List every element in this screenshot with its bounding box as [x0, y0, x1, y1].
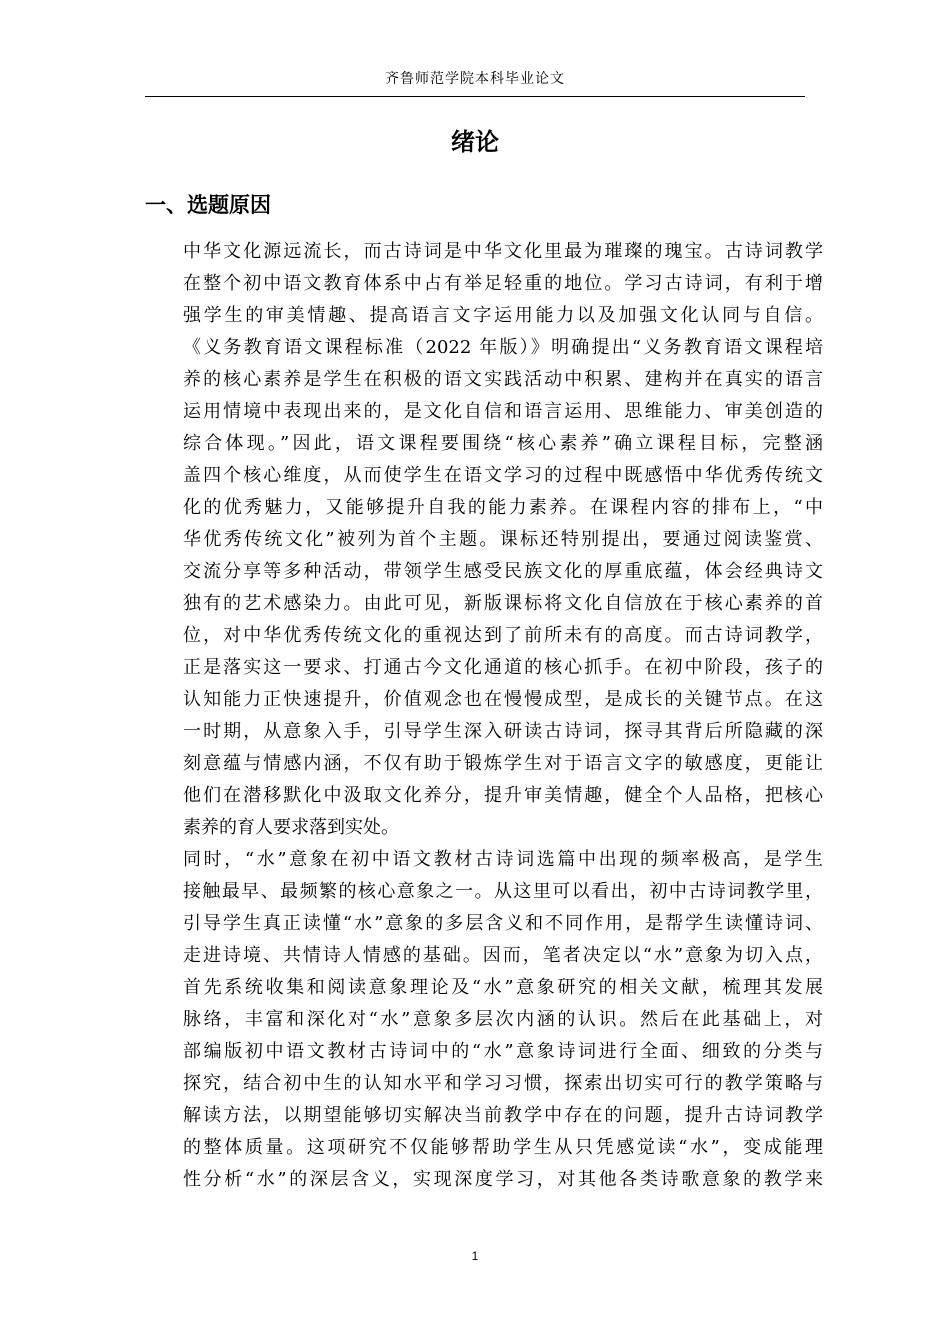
text-line: 位，对中华优秀传统文化的重视达到了前所未有的高度。而古诗词教学， — [183, 625, 823, 646]
text-line: 脉络，丰富和深化对“水”意象多层次内涵的认识。然后在此基础上，对 — [183, 1009, 823, 1030]
text-line: 认知能力正快速提升，价值观念也在慢慢成型，是成长的关键节点。在这 — [183, 689, 823, 710]
text-line: 《义务教育语文课程标准（2022 年版）》明确提出“义务教育语文课程培 — [183, 337, 823, 358]
paragraph-2 — [183, 844, 823, 1196]
text-line: 他们在潜移默化中汲取文化养分，提升审美情趣，健全个人品格，把核心 — [183, 785, 823, 806]
text-line: 养的核心素养是学生在积极的语文实践活动中积累、建构并在真实的语言 — [183, 369, 823, 390]
text-line: 综合体现。”因此，语文课程要围绕“核心素养”确立课程目标，完整涵 — [183, 433, 823, 454]
page-title: 绪论 — [451, 128, 499, 156]
text-line: 强学生的审美情趣、提高语言文字运用能力以及加强文化认同与自信。 — [183, 305, 823, 326]
text-line: 探究，结合初中生的认知水平和学习习惯，探索出切实可行的教学策略与 — [183, 1073, 823, 1094]
text-line: 一时期，从意象入手，引导学生深入研读古诗词，探寻其背后所隐藏的深 — [183, 721, 823, 742]
text-line: 华优秀传统文化”被列为首个主题。课标还特别提出，要通过阅读鉴赏、 — [183, 529, 823, 550]
header-divider — [145, 96, 805, 97]
text-line: 运用情境中表现出来的，是文化自信和语言运用、思维能力、审美创造的 — [183, 401, 823, 422]
text-line: 解读方法，以期望能够切实解决当前教学中存在的问题，提升古诗词教学 — [183, 1105, 823, 1126]
text-line: 正是落实这一要求、打通古今文化通道的核心抓手。在初中阶段，孩子的 — [183, 657, 823, 678]
text-line: 素养的育人要求落到实处。 — [183, 817, 399, 838]
body-text — [183, 236, 823, 1196]
paragraph-1 — [183, 236, 823, 844]
text-line: 交流分享等多种活动，带领学生感受民族文化的厚重底蕴，体会经典诗文 — [183, 561, 823, 582]
page-header: 齐鲁师范学院本科毕业论文 — [385, 71, 565, 87]
text-line: 独有的艺术感染力。由此可见，新版课标将文化自信放在于核心素养的首 — [183, 593, 823, 614]
text-line: 在整个初中语文教育体系中占有举足轻重的地位。学习古诗词，有利于增 — [183, 273, 823, 294]
text-line: 盖四个核心维度，从而使学生在语文学习的过程中既感悟中华优秀传统文 — [183, 465, 823, 486]
text-line: 部编版初中语文教材古诗词中的“水”意象诗词进行全面、细致的分类与 — [183, 1041, 823, 1062]
text-line: 化的优秀魅力，又能够提升自我的能力素养。在课程内容的排布上，“中 — [183, 497, 823, 518]
text-line: 接触最早、最频繁的核心意象之一。从这里可以看出，初中古诗词教学里， — [183, 881, 823, 902]
text-line: 首先系统收集和阅读意象理论及“水”意象研究的相关文献，梳理其发展 — [183, 977, 823, 998]
section-heading: 一、选题原因 — [145, 193, 271, 217]
text-line: 的整体质量。这项研究不仅能够帮助学生从只凭感觉读“水”，变成能理 — [183, 1137, 823, 1158]
text-line: 性分析“水”的深层含义，实现深度学习，对其他各类诗歌意象的教学来 — [183, 1169, 823, 1190]
page-number: 1 — [471, 1249, 479, 1263]
text-line: 中华文化源远流长，而古诗词是中华文化里最为璀璨的瑰宝。古诗词教学 — [183, 241, 823, 262]
text-line: 走进诗境、共情诗人情感的基础。因而，笔者决定以“水”意象为切入点， — [183, 945, 823, 966]
text-line: 刻意蕴与情感内涵，不仅有助于锻炼学生对于语言文字的敏感度，更能让 — [183, 753, 823, 774]
text-line: 引导学生真正读懂“水”意象的多层含义和不同作用，是帮学生读懂诗词、 — [183, 913, 823, 934]
text-line: 同时，“水”意象在初中语文教材古诗词选篇中出现的频率极高，是学生 — [183, 849, 823, 870]
